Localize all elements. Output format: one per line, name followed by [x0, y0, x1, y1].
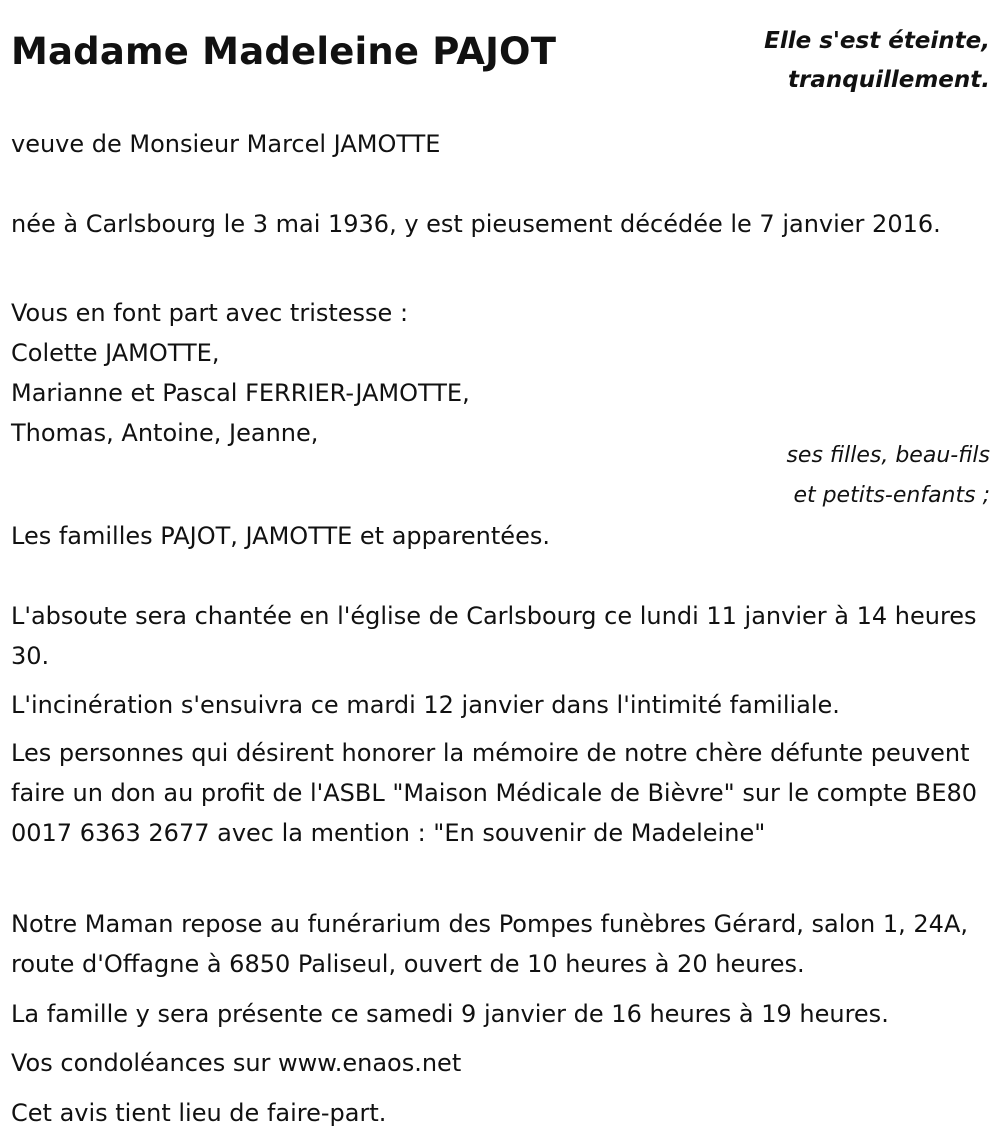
family-presence-info: La famille y sera présente ce samedi 9 janvier de 16 heures à 19 heures. — [11, 1000, 889, 1028]
extended-families: Les familles PAJOT, JAMOTTE et apparentées. — [11, 522, 550, 550]
birth-death-statement: née à Carlsbourg le 3 mai 1936, y est pieusement décédée le 7 janvier 2016. — [11, 210, 941, 238]
family-member: Thomas, Antoine, Jeanne, — [11, 419, 319, 447]
donation-info: Les personnes qui désirent honorer la mémoire de notre chère défunte peuvent faire un don au profit de l'ASBL "Maison Médicale de Bièvre" sur le compte BE80 0017 6363 2677 avec la mention : "En souvenir de Madeleine" — [11, 739, 978, 847]
obituary-header — [0, 0, 1000, 110]
deceased-name: Madame Madeleine PAJOT — [11, 30, 557, 73]
announcement-intro: Vous en font part avec tristesse : — [11, 299, 409, 327]
condolences-info: Vos condoléances sur www.enaos.net — [11, 1049, 462, 1077]
widow-of: veuve de Monsieur Marcel JAMOTTE — [11, 130, 441, 158]
family-relation-line-2: et petits-enfants ; — [793, 483, 990, 508]
incineration-info: L'incinération s'ensuivra ce mardi 12 janvier dans l'intimité familiale. — [11, 691, 840, 719]
epigraph-line-1: Elle s'est éteinte, — [764, 28, 990, 54]
absoute-info: L'absoute sera chantée en l'église de Carlsbourg ce lundi 11 janvier à 14 heures 30. — [11, 602, 977, 670]
funerarium-info: Notre Maman repose au funérarium des Pompes funèbres Gérard, salon 1, 24A, route d'Offagne à 6850 Paliseul, ouvert de 10 heures à 20 heures. — [11, 910, 968, 978]
family-member: Colette JAMOTTE, — [11, 339, 220, 367]
family-member: Marianne et Pascal FERRIER-JAMOTTE, — [11, 379, 470, 407]
epigraph-line-2: tranquillement. — [788, 67, 990, 93]
epigraph — [764, 22, 990, 100]
family-relation-line-1: ses filles, beau-fils — [786, 443, 990, 468]
notice-footer: Cet avis tient lieu de faire-part. — [11, 1099, 387, 1127]
